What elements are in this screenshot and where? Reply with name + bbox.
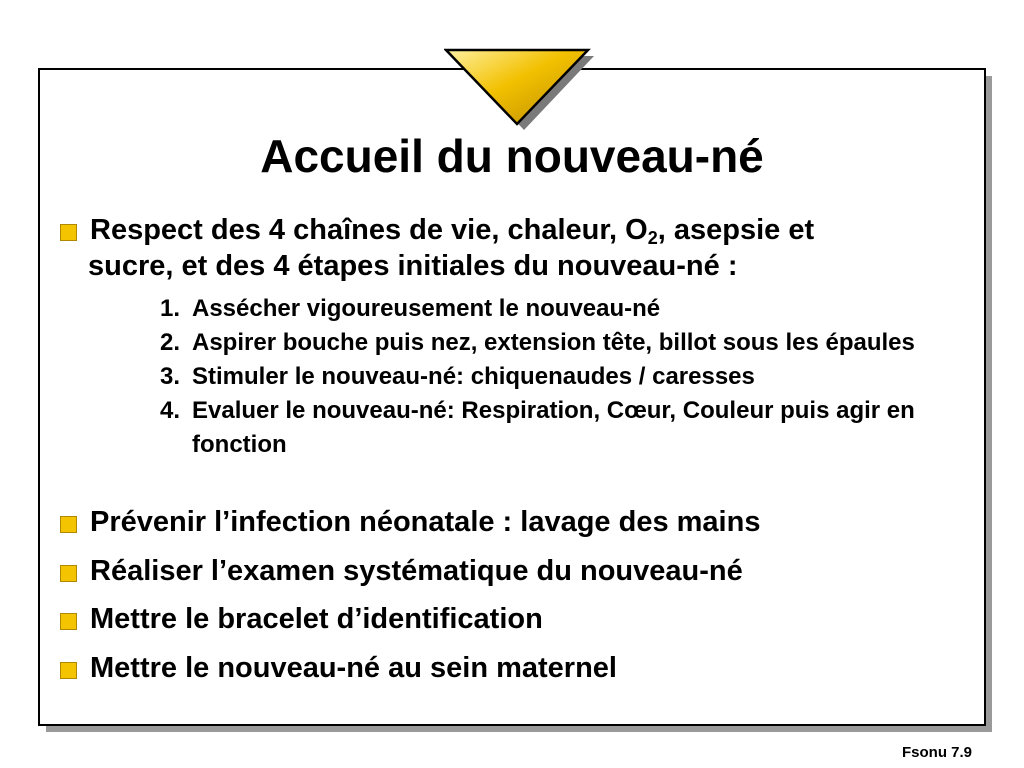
bullet-item-5 [60, 650, 617, 686]
bullet-item-3 [60, 553, 743, 589]
step-item-4 [160, 394, 950, 462]
bullet-text-5: Mettre le nouveau-né au sein maternel [90, 652, 617, 684]
step-item-3 [160, 360, 950, 394]
bullet-text-1-subscript: 2 [647, 228, 658, 248]
bullet-text-1-line2: sucre, et des 4 étapes initiales du nouveau-né : [88, 250, 738, 282]
bullet-text-3: Réaliser l’examen systématique du nouveau-né [90, 555, 743, 587]
square-bullet-icon [60, 613, 77, 630]
step-text: Assécher vigoureusement le nouveau-né [192, 295, 661, 322]
triangle-face [446, 50, 588, 124]
step-number: 1. [160, 295, 181, 322]
step-text: Stimuler le nouveau-né: chiquenaudes / caresses [192, 363, 755, 390]
step-number: 3. [160, 363, 181, 390]
bullet-text-1-part-a: Respect des 4 chaînes de vie, chaleur, O [90, 214, 648, 246]
step-item-1 [160, 292, 950, 326]
bullet-text-2: Prévenir l’infection néonatale : lavage des mains [90, 506, 761, 538]
square-bullet-icon [60, 565, 77, 582]
slide-title: Accueil du nouveau-né [260, 130, 764, 182]
bullet-text-1 [90, 212, 970, 284]
step-text: Evaluer le nouveau-né: Respiration, Cœur, Couleur puis agir en fonction [192, 397, 915, 458]
step-item-2 [160, 326, 950, 360]
bullet-item-2 [60, 504, 760, 540]
triangle-icon [444, 48, 594, 132]
steps-list [160, 292, 950, 462]
square-bullet-icon [60, 516, 77, 533]
step-number: 4. [160, 397, 181, 424]
square-bullet-icon [60, 224, 77, 241]
slide-footer: Fsonu 7.9 [901, 744, 972, 761]
step-text: Aspirer bouche puis nez, extension tête, billot sous les épaules [192, 329, 915, 356]
bullet-text-1-part-b: , asepsie et [657, 214, 815, 246]
square-bullet-icon [60, 662, 77, 679]
bullet-item-4 [60, 601, 543, 637]
step-number: 2. [160, 329, 181, 356]
bullet-text-4: Mettre le bracelet d’identification [90, 603, 543, 635]
bullet-item-1 [60, 212, 970, 284]
